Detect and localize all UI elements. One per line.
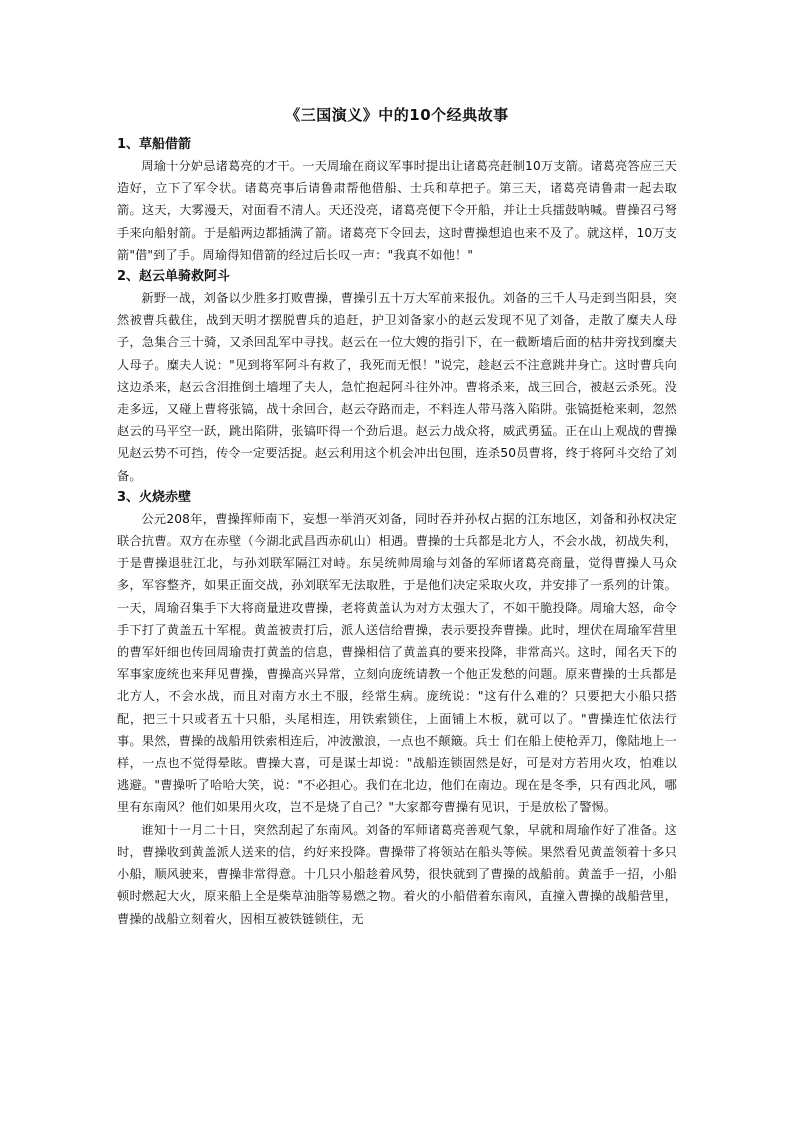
section-heading: 3、火烧赤壁 xyxy=(117,489,192,505)
document-title: 《三国演义》中的10个经典故事 xyxy=(285,106,509,124)
section-paragraph: 新野一战，刘备以少胜多打败曹操，曹操引五十万大军前来报仇。刘备的三千人马走到当阳县，突然被曹兵截住，战到天明才摆脱曹兵的追赶，护卫刘备家小的赵云发现不见了刘备，走散了糜夫人母子，急集合三十骑，又杀回乱军中寻找。赵云在一位大嫂的指引下，在一截断墙后面的枯井旁找到糜夫人母子。糜夫人说："见到将军阿斗有救了，我死而无恨！"说完，趁赵云不注意跳井身亡。这时曹兵向这边杀来，赵云含泪推倒土墙埋了夫人，急忙抱起阿斗往外冲。曹将杀来，战三回合，被赵云杀死。没走多远，又碰上曹将张镐，战十余回合，赵云夺路而走，不料连人带马落入陷阱。张镐挺枪来刺，忽然赵云的马平空一跃，跳出陷阱，张镐吓得一个劲后退。赵云力战众将，威武勇猛。正在山上观战的曹操见赵云势不可挡，传令一定要活捉。赵云利用这个机会冲出包围，连杀50员曹将，终于将阿斗交给了刘备。 xyxy=(117,291,677,483)
section-paragraph: 周瑜十分妒忌诸葛亮的才干。一天周瑜在商议军事时提出让诸葛亮赶制10万支箭。诸葛亮答应三天造好，立下了军令状。诸葛亮事后请鲁肃帮他借船、士兵和草把子。第三天，诸葛亮请鲁肃一起去取箭。这天，大雾漫天，对面看不清人。天还没亮，诸葛亮便下令开船，并让士兵擂鼓呐喊。曹操召弓弩手来向船射箭。于是船两边都插满了箭。诸葛亮下令回去，这时曹操想追也来不及了。就这样，10万支箭"借"到了手。周瑜得知借箭的经过后长叹一声："我真不如他！" xyxy=(117,159,677,262)
document-page xyxy=(117,104,677,930)
section-heading: 1、草船借箭 xyxy=(117,137,192,152)
section-zhao-yun xyxy=(117,266,677,487)
section-paragraph: 公元208年，曹操挥师南下，妄想一举消灭刘备，同时吞并孙权占据的江东地区，刘备和孙权决定联合抗曹。双方在赤壁（今湖北武昌西赤矶山）相遇。曹操的士兵都是北方人，不会水战，初战失利，于是曹操退驻江北，与孙刘联军隔江对峙。东吴统帅周瑜与刘备的军师诸葛亮商量，觉得曹操人马众多，军容整齐，如果正面交战，孙刘联军无法取胜，于是他们决定采取火攻，并安排了一系列的计策。一天，周瑜召集手下大将商量进攻曹操，老将黄盖认为对方太强大了，不如干脆投降。周瑜大怒，命令手下打了黄盖五十军棍。黄盖被责打后，派人送信给曹操，表示要投奔曹操。此时，埋伏在周瑜军营里的曹军奸细也传回周瑜责打黄盖的信息，曹操相信了黄盖真的要来投降，非常高兴。这时，闻名天下的军事家庞统也来拜见曹操，曹操高兴异常，立刻向庞统请教一个他正发愁的问题。原来曹操的士兵都是北方人，不会水战，而且对南方水土不服，经常生病。庞统说："这有什么难的？只要把大小船只搭配，把三十只或者五十只船，头尾相连，用铁索锁住，上面铺上木板，就可以了。"曹操连忙依法行事。果然，曹操的战船用铁索相连后，冲波激浪，一点也不颠簸。兵士 们在船上使枪弄刀，像陆地上一样，一点也不觉得晕眩。曹操大喜，可是谋士却说："战船连锁固然是好，可是对方若用火攻，怕难以逃避。"曹操听了哈哈大笑，说："不必担心。我们在北边，他们在南边。现在是冬季，只有西北风，哪里有东南风？他们如果用火攻，岂不是烧了自己？"大家都夸曹操有见识，于是放松了警惕。 xyxy=(117,511,677,815)
section-heading: 2、赵云单骑救阿斗 xyxy=(117,269,231,285)
section-paragraph: 谁知十一月二十日，突然刮起了东南风。刘备的军师诸葛亮善观气象，早就和周瑜作好了准备。这时，曹操收到黄盖派人送来的信，约好来投降。曹操带了将领站在船头等候。果然看见黄盖领着十多只小船，顺风驶来，曹操非常得意。十几只小船趁着风势，很快就到了曹操的战船前。黄盖手一招，小船顿时燃起大火，原来船上全是柴草油脂等易燃之物。着火的小船借着东南风，直撞入曹操的战船营里，曹操的战船立刻着火，因相互被铁链锁住，无 xyxy=(117,822,677,926)
section-straw-boats xyxy=(117,134,677,266)
section-red-cliffs xyxy=(117,487,677,930)
